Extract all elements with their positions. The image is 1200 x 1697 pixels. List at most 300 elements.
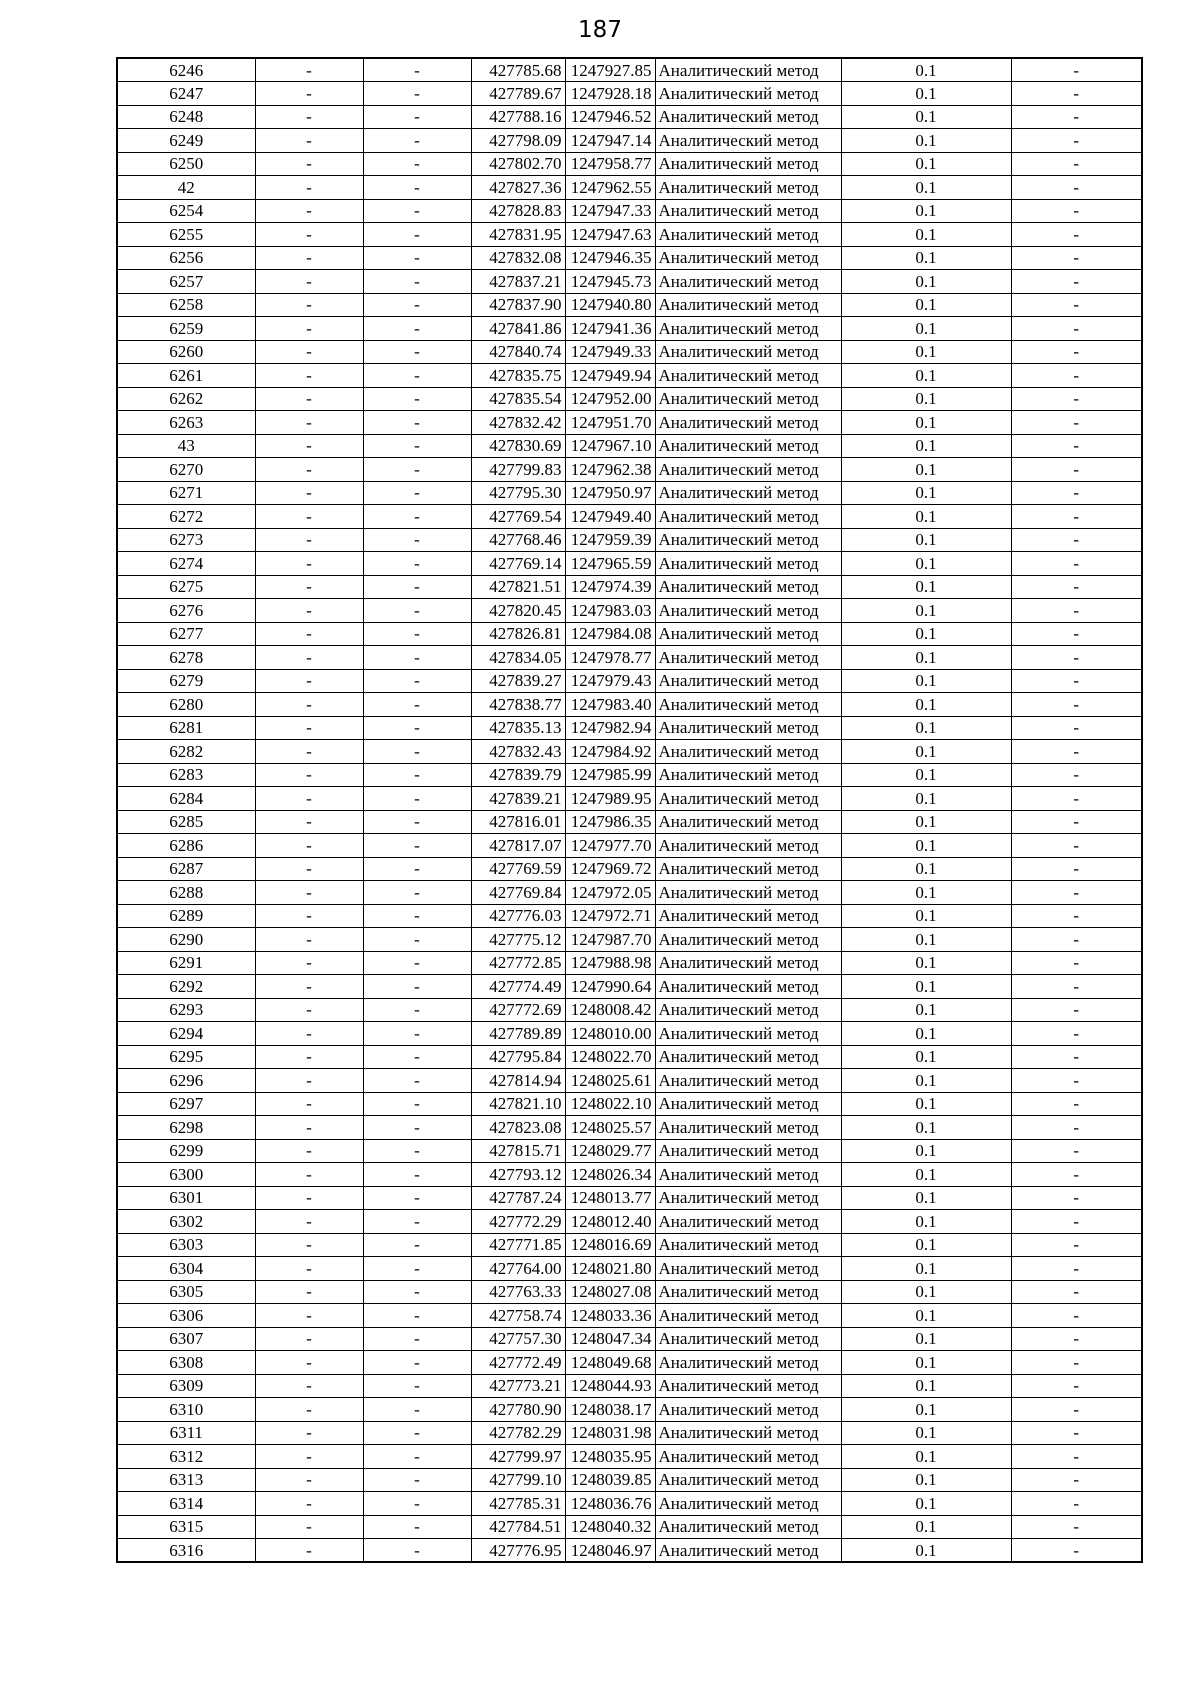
point-number-cell: 6315 xyxy=(117,1515,255,1539)
empty-cell: - xyxy=(255,1398,363,1422)
table-row xyxy=(117,1210,1142,1234)
accuracy-cell: 0.1 xyxy=(841,317,1011,341)
empty-cell: - xyxy=(255,1374,363,1398)
method-cell: Аналитический метод xyxy=(655,317,841,341)
point-number-cell: 6309 xyxy=(117,1374,255,1398)
empty-cell: - xyxy=(363,575,471,599)
table-row xyxy=(117,904,1142,928)
empty-cell: - xyxy=(363,552,471,576)
empty-cell: - xyxy=(255,951,363,975)
empty-cell: - xyxy=(363,1445,471,1469)
y-coordinate-cell: 1247990.64 xyxy=(565,975,655,999)
empty-cell: - xyxy=(363,293,471,317)
method-cell: Аналитический метод xyxy=(655,1468,841,1492)
table-row xyxy=(117,622,1142,646)
accuracy-cell: 0.1 xyxy=(841,1257,1011,1281)
x-coordinate-cell: 427758.74 xyxy=(471,1304,565,1328)
empty-cell: - xyxy=(363,975,471,999)
method-cell: Аналитический метод xyxy=(655,1069,841,1093)
accuracy-cell: 0.1 xyxy=(841,223,1011,247)
accuracy-cell: 0.1 xyxy=(841,998,1011,1022)
y-coordinate-cell: 1248031.98 xyxy=(565,1421,655,1445)
point-number-cell: 6278 xyxy=(117,646,255,670)
empty-cell: - xyxy=(363,1257,471,1281)
point-number-cell: 6273 xyxy=(117,528,255,552)
table-row xyxy=(117,1398,1142,1422)
table-row xyxy=(117,1045,1142,1069)
point-number-cell: 6310 xyxy=(117,1398,255,1422)
accuracy-cell: 0.1 xyxy=(841,105,1011,129)
empty-cell: - xyxy=(363,951,471,975)
empty-cell: - xyxy=(255,1492,363,1516)
empty-cell: - xyxy=(363,928,471,952)
empty-cell: - xyxy=(363,834,471,858)
x-coordinate-cell: 427799.83 xyxy=(471,458,565,482)
table-row xyxy=(117,82,1142,106)
method-cell: Аналитический метод xyxy=(655,199,841,223)
empty-cell: - xyxy=(1011,646,1142,670)
point-number-cell: 6308 xyxy=(117,1351,255,1375)
empty-cell: - xyxy=(1011,481,1142,505)
point-number-cell: 6258 xyxy=(117,293,255,317)
empty-cell: - xyxy=(1011,411,1142,435)
y-coordinate-cell: 1247959.39 xyxy=(565,528,655,552)
accuracy-cell: 0.1 xyxy=(841,763,1011,787)
table-row xyxy=(117,1304,1142,1328)
empty-cell: - xyxy=(255,105,363,129)
empty-cell: - xyxy=(363,152,471,176)
table-row xyxy=(117,1280,1142,1304)
y-coordinate-cell: 1247958.77 xyxy=(565,152,655,176)
method-cell: Аналитический метод xyxy=(655,1045,841,1069)
method-cell: Аналитический метод xyxy=(655,387,841,411)
empty-cell: - xyxy=(255,740,363,764)
point-number-cell: 6254 xyxy=(117,199,255,223)
table-row xyxy=(117,1257,1142,1281)
empty-cell: - xyxy=(255,669,363,693)
empty-cell: - xyxy=(363,58,471,82)
table-row xyxy=(117,317,1142,341)
method-cell: Аналитический метод xyxy=(655,951,841,975)
accuracy-cell: 0.1 xyxy=(841,1304,1011,1328)
accuracy-cell: 0.1 xyxy=(841,505,1011,529)
empty-cell: - xyxy=(363,763,471,787)
accuracy-cell: 0.1 xyxy=(841,1374,1011,1398)
empty-cell: - xyxy=(363,1539,471,1563)
empty-cell: - xyxy=(255,129,363,153)
empty-cell: - xyxy=(1011,904,1142,928)
point-number-cell: 6298 xyxy=(117,1116,255,1140)
table-row xyxy=(117,740,1142,764)
table-row xyxy=(117,411,1142,435)
y-coordinate-cell: 1247972.05 xyxy=(565,881,655,905)
empty-cell: - xyxy=(255,1468,363,1492)
point-number-cell: 6292 xyxy=(117,975,255,999)
y-coordinate-cell: 1247940.80 xyxy=(565,293,655,317)
empty-cell: - xyxy=(1011,1186,1142,1210)
method-cell: Аналитический метод xyxy=(655,857,841,881)
method-cell: Аналитический метод xyxy=(655,1139,841,1163)
table-row xyxy=(117,270,1142,294)
point-number-cell: 6294 xyxy=(117,1022,255,1046)
y-coordinate-cell: 1248025.57 xyxy=(565,1116,655,1140)
point-number-cell: 6283 xyxy=(117,763,255,787)
empty-cell: - xyxy=(1011,740,1142,764)
y-coordinate-cell: 1247952.00 xyxy=(565,387,655,411)
accuracy-cell: 0.1 xyxy=(841,458,1011,482)
empty-cell: - xyxy=(1011,1492,1142,1516)
empty-cell: - xyxy=(1011,340,1142,364)
table-row xyxy=(117,881,1142,905)
x-coordinate-cell: 427775.12 xyxy=(471,928,565,952)
point-number-cell: 6291 xyxy=(117,951,255,975)
accuracy-cell: 0.1 xyxy=(841,881,1011,905)
empty-cell: - xyxy=(363,82,471,106)
y-coordinate-cell: 1247985.99 xyxy=(565,763,655,787)
table-row xyxy=(117,1351,1142,1375)
table-body xyxy=(117,58,1142,1562)
empty-cell: - xyxy=(363,1092,471,1116)
method-cell: Аналитический метод xyxy=(655,1445,841,1469)
point-number-cell: 6287 xyxy=(117,857,255,881)
table-row xyxy=(117,646,1142,670)
x-coordinate-cell: 427772.85 xyxy=(471,951,565,975)
empty-cell: - xyxy=(1011,152,1142,176)
table-row xyxy=(117,458,1142,482)
empty-cell: - xyxy=(1011,458,1142,482)
method-cell: Аналитический метод xyxy=(655,223,841,247)
empty-cell: - xyxy=(255,1233,363,1257)
empty-cell: - xyxy=(363,881,471,905)
method-cell: Аналитический метод xyxy=(655,129,841,153)
table-row xyxy=(117,1445,1142,1469)
x-coordinate-cell: 427772.29 xyxy=(471,1210,565,1234)
accuracy-cell: 0.1 xyxy=(841,1468,1011,1492)
y-coordinate-cell: 1247962.55 xyxy=(565,176,655,200)
method-cell: Аналитический метод xyxy=(655,693,841,717)
x-coordinate-cell: 427838.77 xyxy=(471,693,565,717)
empty-cell: - xyxy=(363,646,471,670)
accuracy-cell: 0.1 xyxy=(841,293,1011,317)
point-number-cell: 6306 xyxy=(117,1304,255,1328)
point-number-cell: 6284 xyxy=(117,787,255,811)
y-coordinate-cell: 1248026.34 xyxy=(565,1163,655,1187)
y-coordinate-cell: 1248040.32 xyxy=(565,1515,655,1539)
x-coordinate-cell: 427831.95 xyxy=(471,223,565,247)
method-cell: Аналитический метод xyxy=(655,787,841,811)
method-cell: Аналитический метод xyxy=(655,904,841,928)
empty-cell: - xyxy=(255,481,363,505)
point-number-cell: 6293 xyxy=(117,998,255,1022)
x-coordinate-cell: 427787.24 xyxy=(471,1186,565,1210)
empty-cell: - xyxy=(1011,622,1142,646)
empty-cell: - xyxy=(255,1022,363,1046)
empty-cell: - xyxy=(363,129,471,153)
table-row xyxy=(117,552,1142,576)
empty-cell: - xyxy=(255,82,363,106)
x-coordinate-cell: 427827.36 xyxy=(471,176,565,200)
empty-cell: - xyxy=(1011,693,1142,717)
empty-cell: - xyxy=(255,1186,363,1210)
x-coordinate-cell: 427839.79 xyxy=(471,763,565,787)
empty-cell: - xyxy=(363,716,471,740)
empty-cell: - xyxy=(255,575,363,599)
y-coordinate-cell: 1247941.36 xyxy=(565,317,655,341)
empty-cell: - xyxy=(1011,951,1142,975)
accuracy-cell: 0.1 xyxy=(841,129,1011,153)
table-row xyxy=(117,152,1142,176)
empty-cell: - xyxy=(1011,575,1142,599)
point-number-cell: 6305 xyxy=(117,1280,255,1304)
empty-cell: - xyxy=(255,904,363,928)
empty-cell: - xyxy=(1011,1163,1142,1187)
point-number-cell: 6270 xyxy=(117,458,255,482)
x-coordinate-cell: 427768.46 xyxy=(471,528,565,552)
accuracy-cell: 0.1 xyxy=(841,1045,1011,1069)
x-coordinate-cell: 427780.90 xyxy=(471,1398,565,1422)
y-coordinate-cell: 1247988.98 xyxy=(565,951,655,975)
method-cell: Аналитический метод xyxy=(655,1257,841,1281)
empty-cell: - xyxy=(363,1139,471,1163)
point-number-cell: 6274 xyxy=(117,552,255,576)
empty-cell: - xyxy=(255,1045,363,1069)
empty-cell: - xyxy=(363,1304,471,1328)
method-cell: Аналитический метод xyxy=(655,1186,841,1210)
empty-cell: - xyxy=(255,857,363,881)
method-cell: Аналитический метод xyxy=(655,364,841,388)
point-number-cell: 6276 xyxy=(117,599,255,623)
empty-cell: - xyxy=(363,1116,471,1140)
accuracy-cell: 0.1 xyxy=(841,646,1011,670)
y-coordinate-cell: 1247947.63 xyxy=(565,223,655,247)
empty-cell: - xyxy=(363,340,471,364)
x-coordinate-cell: 427788.16 xyxy=(471,105,565,129)
method-cell: Аналитический метод xyxy=(655,622,841,646)
method-cell: Аналитический метод xyxy=(655,1421,841,1445)
empty-cell: - xyxy=(255,928,363,952)
method-cell: Аналитический метод xyxy=(655,270,841,294)
table-row xyxy=(117,599,1142,623)
y-coordinate-cell: 1248038.17 xyxy=(565,1398,655,1422)
y-coordinate-cell: 1248022.70 xyxy=(565,1045,655,1069)
point-number-cell: 6300 xyxy=(117,1163,255,1187)
point-number-cell: 6285 xyxy=(117,810,255,834)
empty-cell: - xyxy=(363,1186,471,1210)
y-coordinate-cell: 1248046.97 xyxy=(565,1539,655,1563)
table-row xyxy=(117,1139,1142,1163)
y-coordinate-cell: 1248044.93 xyxy=(565,1374,655,1398)
accuracy-cell: 0.1 xyxy=(841,528,1011,552)
y-coordinate-cell: 1248008.42 xyxy=(565,998,655,1022)
x-coordinate-cell: 427763.33 xyxy=(471,1280,565,1304)
table-row xyxy=(117,1092,1142,1116)
empty-cell: - xyxy=(255,1139,363,1163)
x-coordinate-cell: 427785.68 xyxy=(471,58,565,82)
empty-cell: - xyxy=(1011,105,1142,129)
y-coordinate-cell: 1247974.39 xyxy=(565,575,655,599)
y-coordinate-cell: 1247947.33 xyxy=(565,199,655,223)
empty-cell: - xyxy=(363,599,471,623)
point-number-cell: 42 xyxy=(117,176,255,200)
x-coordinate-cell: 427757.30 xyxy=(471,1327,565,1351)
method-cell: Аналитический метод xyxy=(655,411,841,435)
table-row xyxy=(117,387,1142,411)
method-cell: Аналитический метод xyxy=(655,1398,841,1422)
empty-cell: - xyxy=(363,246,471,270)
empty-cell: - xyxy=(1011,1421,1142,1445)
point-number-cell: 6312 xyxy=(117,1445,255,1469)
x-coordinate-cell: 427830.69 xyxy=(471,434,565,458)
empty-cell: - xyxy=(1011,1022,1142,1046)
empty-cell: - xyxy=(363,1398,471,1422)
accuracy-cell: 0.1 xyxy=(841,364,1011,388)
point-number-cell: 6263 xyxy=(117,411,255,435)
empty-cell: - xyxy=(363,693,471,717)
x-coordinate-cell: 427834.05 xyxy=(471,646,565,670)
method-cell: Аналитический метод xyxy=(655,975,841,999)
empty-cell: - xyxy=(363,434,471,458)
method-cell: Аналитический метод xyxy=(655,1327,841,1351)
point-number-cell: 6272 xyxy=(117,505,255,529)
method-cell: Аналитический метод xyxy=(655,1163,841,1187)
y-coordinate-cell: 1247946.52 xyxy=(565,105,655,129)
accuracy-cell: 0.1 xyxy=(841,1327,1011,1351)
table-row xyxy=(117,763,1142,787)
y-coordinate-cell: 1247949.40 xyxy=(565,505,655,529)
empty-cell: - xyxy=(363,1210,471,1234)
x-coordinate-cell: 427769.59 xyxy=(471,857,565,881)
point-number-cell: 6302 xyxy=(117,1210,255,1234)
x-coordinate-cell: 427795.84 xyxy=(471,1045,565,1069)
empty-cell: - xyxy=(363,505,471,529)
accuracy-cell: 0.1 xyxy=(841,387,1011,411)
empty-cell: - xyxy=(363,1468,471,1492)
y-coordinate-cell: 1248049.68 xyxy=(565,1351,655,1375)
empty-cell: - xyxy=(255,763,363,787)
empty-cell: - xyxy=(255,1421,363,1445)
accuracy-cell: 0.1 xyxy=(841,58,1011,82)
empty-cell: - xyxy=(255,364,363,388)
empty-cell: - xyxy=(255,58,363,82)
empty-cell: - xyxy=(363,1421,471,1445)
method-cell: Аналитический метод xyxy=(655,998,841,1022)
y-coordinate-cell: 1247983.03 xyxy=(565,599,655,623)
y-coordinate-cell: 1248039.85 xyxy=(565,1468,655,1492)
table-row xyxy=(117,669,1142,693)
empty-cell: - xyxy=(1011,1327,1142,1351)
accuracy-cell: 0.1 xyxy=(841,1022,1011,1046)
empty-cell: - xyxy=(1011,763,1142,787)
accuracy-cell: 0.1 xyxy=(841,152,1011,176)
accuracy-cell: 0.1 xyxy=(841,246,1011,270)
empty-cell: - xyxy=(1011,1468,1142,1492)
point-number-cell: 6301 xyxy=(117,1186,255,1210)
accuracy-cell: 0.1 xyxy=(841,1186,1011,1210)
table-row xyxy=(117,1539,1142,1563)
method-cell: Аналитический метод xyxy=(655,810,841,834)
empty-cell: - xyxy=(1011,82,1142,106)
accuracy-cell: 0.1 xyxy=(841,270,1011,294)
accuracy-cell: 0.1 xyxy=(841,951,1011,975)
point-number-cell: 6262 xyxy=(117,387,255,411)
page-number: 187 xyxy=(578,17,622,43)
table-row xyxy=(117,1515,1142,1539)
x-coordinate-cell: 427802.70 xyxy=(471,152,565,176)
x-coordinate-cell: 427776.95 xyxy=(471,1539,565,1563)
empty-cell: - xyxy=(1011,834,1142,858)
method-cell: Аналитический метод xyxy=(655,1492,841,1516)
empty-cell: - xyxy=(363,740,471,764)
point-number-cell: 6290 xyxy=(117,928,255,952)
point-number-cell: 6311 xyxy=(117,1421,255,1445)
method-cell: Аналитический метод xyxy=(655,716,841,740)
empty-cell: - xyxy=(255,646,363,670)
empty-cell: - xyxy=(1011,975,1142,999)
table-row xyxy=(117,975,1142,999)
x-coordinate-cell: 427823.08 xyxy=(471,1116,565,1140)
empty-cell: - xyxy=(255,622,363,646)
method-cell: Аналитический метод xyxy=(655,1210,841,1234)
accuracy-cell: 0.1 xyxy=(841,834,1011,858)
point-number-cell: 6286 xyxy=(117,834,255,858)
table-row xyxy=(117,928,1142,952)
point-number-cell: 6313 xyxy=(117,1468,255,1492)
empty-cell: - xyxy=(363,1327,471,1351)
empty-cell: - xyxy=(1011,1351,1142,1375)
empty-cell: - xyxy=(1011,364,1142,388)
table-row xyxy=(117,951,1142,975)
empty-cell: - xyxy=(1011,434,1142,458)
empty-cell: - xyxy=(363,481,471,505)
point-number-cell: 6275 xyxy=(117,575,255,599)
empty-cell: - xyxy=(363,1163,471,1187)
accuracy-cell: 0.1 xyxy=(841,552,1011,576)
y-coordinate-cell: 1248012.40 xyxy=(565,1210,655,1234)
accuracy-cell: 0.1 xyxy=(841,1539,1011,1563)
x-coordinate-cell: 427771.85 xyxy=(471,1233,565,1257)
method-cell: Аналитический метод xyxy=(655,646,841,670)
point-number-cell: 6279 xyxy=(117,669,255,693)
table-row xyxy=(117,787,1142,811)
x-coordinate-cell: 427839.21 xyxy=(471,787,565,811)
empty-cell: - xyxy=(363,199,471,223)
empty-cell: - xyxy=(255,834,363,858)
y-coordinate-cell: 1247984.92 xyxy=(565,740,655,764)
x-coordinate-cell: 427789.67 xyxy=(471,82,565,106)
accuracy-cell: 0.1 xyxy=(841,1398,1011,1422)
point-number-cell: 6260 xyxy=(117,340,255,364)
method-cell: Аналитический метод xyxy=(655,1233,841,1257)
empty-cell: - xyxy=(1011,1069,1142,1093)
empty-cell: - xyxy=(1011,1515,1142,1539)
x-coordinate-cell: 427798.09 xyxy=(471,129,565,153)
method-cell: Аналитический метод xyxy=(655,82,841,106)
empty-cell: - xyxy=(1011,1398,1142,1422)
table-row xyxy=(117,340,1142,364)
table-row xyxy=(117,528,1142,552)
empty-cell: - xyxy=(255,505,363,529)
method-cell: Аналитический метод xyxy=(655,1515,841,1539)
point-number-cell: 6246 xyxy=(117,58,255,82)
point-number-cell: 6304 xyxy=(117,1257,255,1281)
point-number-cell: 6299 xyxy=(117,1139,255,1163)
y-coordinate-cell: 1247962.38 xyxy=(565,458,655,482)
table-row xyxy=(117,1327,1142,1351)
method-cell: Аналитический метод xyxy=(655,669,841,693)
table-row xyxy=(117,1116,1142,1140)
x-coordinate-cell: 427841.86 xyxy=(471,317,565,341)
empty-cell: - xyxy=(255,387,363,411)
